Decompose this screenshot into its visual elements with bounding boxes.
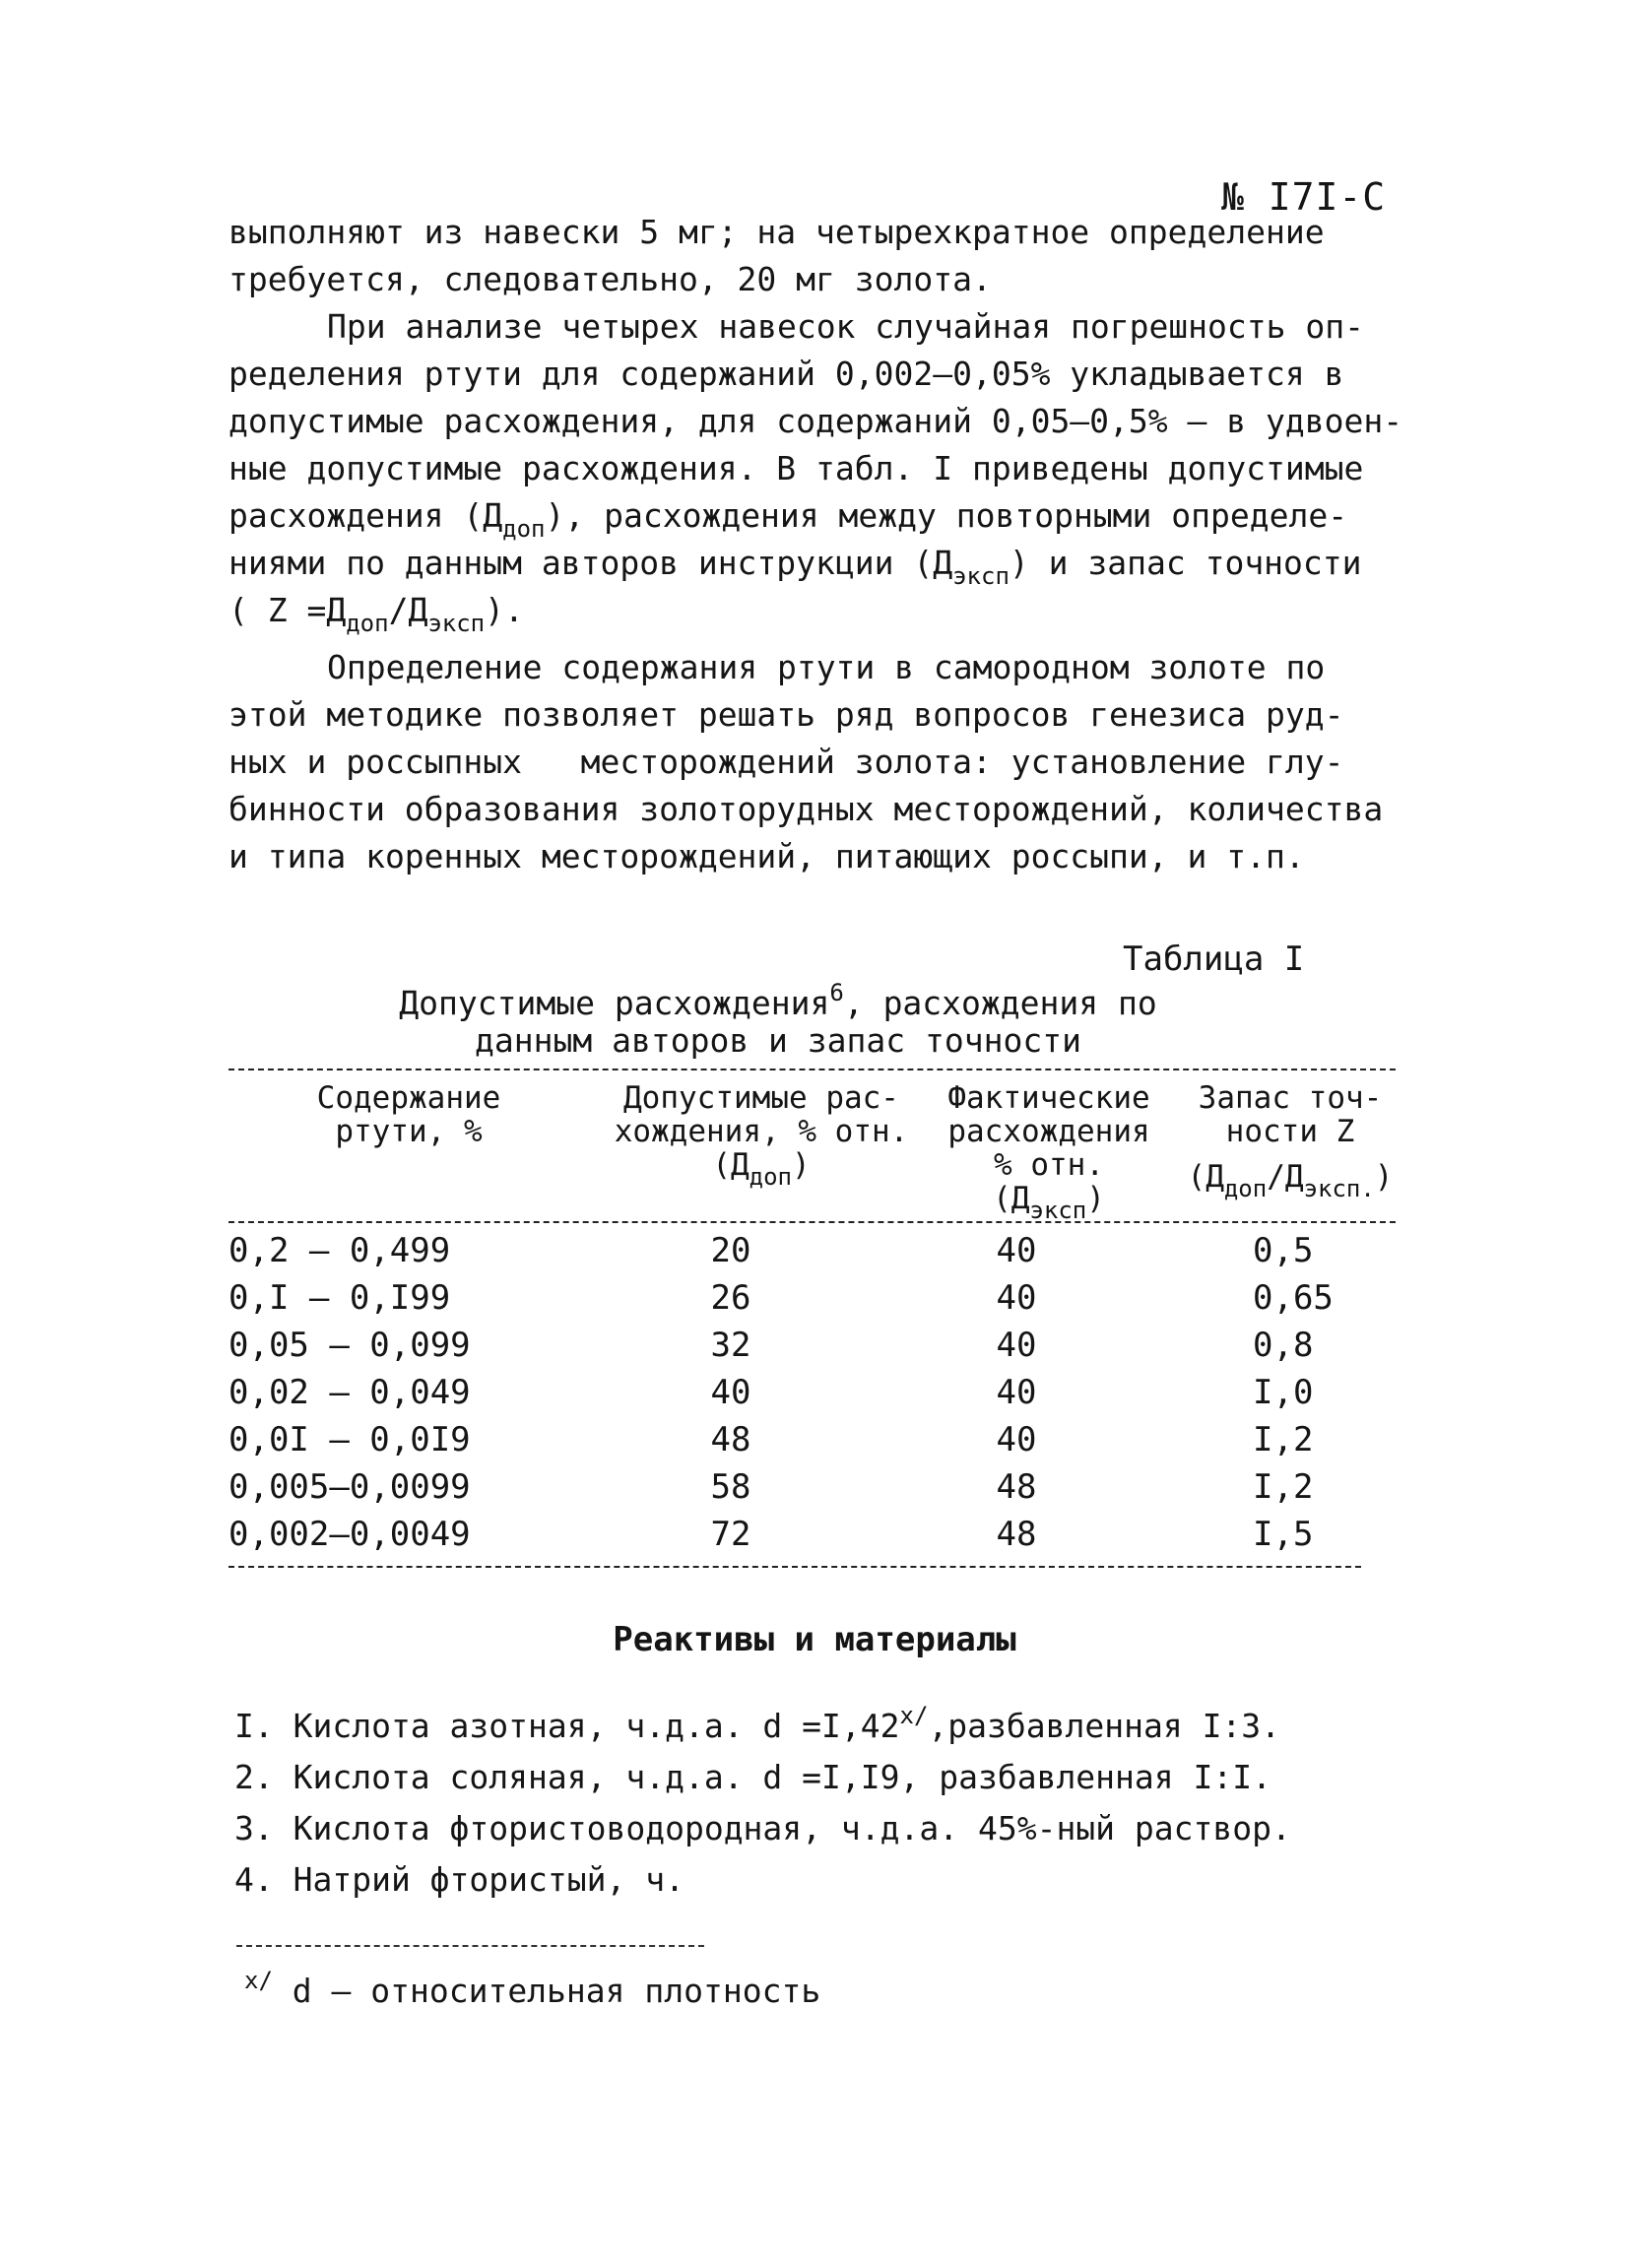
para3-line-4: бинности образования золоторудных месторождений, количества xyxy=(228,790,1384,828)
cell-margin: I,5 xyxy=(1253,1515,1314,1554)
header-line: Фактические xyxy=(947,1080,1150,1116)
table-row xyxy=(228,1420,1401,1467)
cell-margin: I,0 xyxy=(1253,1373,1314,1412)
cell-margin: I,2 xyxy=(1253,1420,1314,1459)
cell-actual: 48 xyxy=(996,1515,1037,1554)
footnote-rule xyxy=(236,1945,704,1947)
cell-range: 0,I – 0,I99 xyxy=(228,1278,451,1318)
cell-margin: 0,65 xyxy=(1253,1278,1334,1318)
document-number: № I7I-С xyxy=(1221,175,1387,219)
subscript: доп xyxy=(502,515,546,543)
table-row xyxy=(228,1231,1401,1278)
para2-line-1: При анализе четырех навесок случайная погрешность оп- xyxy=(327,307,1364,346)
table-top-rule xyxy=(228,1069,1396,1070)
column-header-margin xyxy=(1157,1080,1423,1202)
reagent-item-3: 3. Кислота фтористоводородная, ч.д.а. 45%-ный раствор. xyxy=(234,1809,1291,1847)
column-header-actual xyxy=(931,1080,1167,1224)
para2-line-7 xyxy=(228,587,1410,637)
text: ) и запас точности xyxy=(1009,544,1362,582)
cell-allowed: 48 xyxy=(710,1420,751,1459)
text: (Д xyxy=(993,1181,1030,1216)
header-line: Допустимые рас- xyxy=(623,1080,899,1116)
table-row xyxy=(228,1467,1401,1515)
cell-range: 0,2 – 0,499 xyxy=(228,1231,451,1270)
cell-margin: I,2 xyxy=(1253,1467,1314,1507)
header-line: расхождения xyxy=(947,1114,1150,1149)
subscript: эксп. xyxy=(1303,1175,1375,1202)
cell-range: 0,05 – 0,099 xyxy=(228,1326,471,1365)
table-label: Таблица I xyxy=(1123,940,1305,979)
para3-line-5: и типа коренных месторождений, питающих россыпи, и т.п. xyxy=(228,837,1305,875)
table-row xyxy=(228,1515,1401,1562)
cell-actual: 40 xyxy=(996,1420,1037,1459)
header-line: Запас точ- xyxy=(1198,1080,1383,1116)
table-title xyxy=(335,979,1221,1060)
subscript: доп xyxy=(1223,1175,1268,1202)
superscript: 6 xyxy=(829,979,844,1006)
para3-line-3: ных и россыпных месторождений золота: установление глу- xyxy=(228,743,1344,781)
subscript: доп xyxy=(749,1163,792,1191)
header-line xyxy=(1157,1159,1423,1202)
intro-line-1: выполняют из навески 5 мг; на четырехкратное определение xyxy=(228,213,1325,251)
text: ) xyxy=(792,1147,811,1183)
table-title-line-2: данным авторов и запас точности xyxy=(475,1021,1081,1060)
text: Допустимые расхождения xyxy=(399,984,830,1022)
header-line xyxy=(931,1181,1167,1224)
cell-range: 0,002–0,0049 xyxy=(228,1515,471,1554)
cell-range: 0,02 – 0,049 xyxy=(228,1373,471,1412)
cell-allowed: 58 xyxy=(710,1467,751,1507)
reagent-item-4: 4. Натрий фтористый, ч. xyxy=(234,1860,684,1899)
cell-allowed: 40 xyxy=(710,1373,751,1412)
table-row xyxy=(228,1326,1401,1373)
cell-actual: 48 xyxy=(996,1467,1037,1507)
section-title-reagents: Реактивы и материалы xyxy=(613,1620,1016,1659)
para2-line-2: ределения ртути для содержаний 0,002–0,05% укладывается в xyxy=(228,355,1344,393)
para2-line-4: ные допустимые расхождения. В табл. I приведены допустимые xyxy=(228,449,1364,487)
cell-actual: 40 xyxy=(996,1326,1037,1365)
subscript: эксп xyxy=(427,610,486,637)
text: расхождения (Д xyxy=(228,496,503,535)
text: ), расхождения между повторными определе- xyxy=(545,496,1348,535)
subscript: эксп xyxy=(952,562,1010,590)
text: ( Z =Д xyxy=(228,591,347,629)
table-title-line-1 xyxy=(335,979,1221,1022)
text: (Д xyxy=(712,1147,749,1183)
text: ) xyxy=(1086,1181,1105,1216)
column-header-allowed xyxy=(589,1080,934,1191)
para3-line-2: этой методике позволяет решать ряд вопросов генезиса руд- xyxy=(228,695,1344,734)
cell-margin: 0,5 xyxy=(1253,1231,1314,1270)
text: ,разбавленная I:3. xyxy=(928,1707,1281,1745)
cell-allowed: 72 xyxy=(710,1515,751,1554)
text: I. Кислота азотная, ч.д.а. d =I,42 xyxy=(234,1707,900,1745)
cell-margin: 0,8 xyxy=(1253,1326,1314,1365)
subscript: доп xyxy=(346,610,389,637)
superscript: x/ xyxy=(899,1702,929,1729)
reagent-item-1 xyxy=(234,1702,1416,1751)
intro-line-2: требуется, следовательно, 20 мг золота. xyxy=(228,260,992,298)
text: (Д xyxy=(1187,1159,1224,1195)
header-line: ности Z xyxy=(1225,1114,1355,1149)
header-line: % отн. xyxy=(994,1147,1104,1183)
table-row xyxy=(228,1373,1401,1420)
text: , расхождения по xyxy=(843,984,1157,1022)
cell-allowed: 32 xyxy=(710,1326,751,1365)
header-line xyxy=(589,1147,934,1191)
footnote-mark: x/ xyxy=(244,1967,273,1994)
cell-range: 0,005–0,0099 xyxy=(228,1467,471,1507)
text: ) xyxy=(1374,1159,1394,1195)
para2-line-5 xyxy=(228,492,1410,543)
table-bottom-rule xyxy=(228,1566,1361,1568)
footnote xyxy=(244,1967,821,2010)
header-line: ртути, % xyxy=(335,1114,483,1149)
cell-actual: 40 xyxy=(996,1373,1037,1412)
cell-actual: 40 xyxy=(996,1231,1037,1270)
reagent-item-2: 2. Кислота соляная, ч.д.а. d =I,I9, разбавленная I:I. xyxy=(234,1758,1271,1796)
subscript: эксп xyxy=(1029,1197,1087,1224)
text: ниями по данным авторов инструкции (Д xyxy=(228,544,953,582)
cell-allowed: 26 xyxy=(710,1278,751,1318)
cell-range: 0,0I – 0,0I9 xyxy=(228,1420,471,1459)
text: /Д xyxy=(388,591,428,629)
text: /Д xyxy=(1267,1159,1304,1195)
text: ). xyxy=(485,591,524,629)
footnote-text: d – относительная плотность xyxy=(272,1972,821,2010)
table-row xyxy=(228,1278,1401,1326)
column-header-content xyxy=(246,1081,571,1148)
para2-line-6 xyxy=(228,540,1410,590)
cell-allowed: 20 xyxy=(710,1231,751,1270)
header-line: хождения, % отн. xyxy=(614,1114,909,1149)
table-header-rule xyxy=(228,1221,1396,1223)
header-line: Содержание xyxy=(316,1080,501,1116)
cell-actual: 40 xyxy=(996,1278,1037,1318)
para2-line-3: допустимые расхождения, для содержаний 0,05–0,5% – в удвоен- xyxy=(228,402,1403,440)
para3-line-1: Определение содержания ртути в самородном золоте по xyxy=(327,648,1326,686)
